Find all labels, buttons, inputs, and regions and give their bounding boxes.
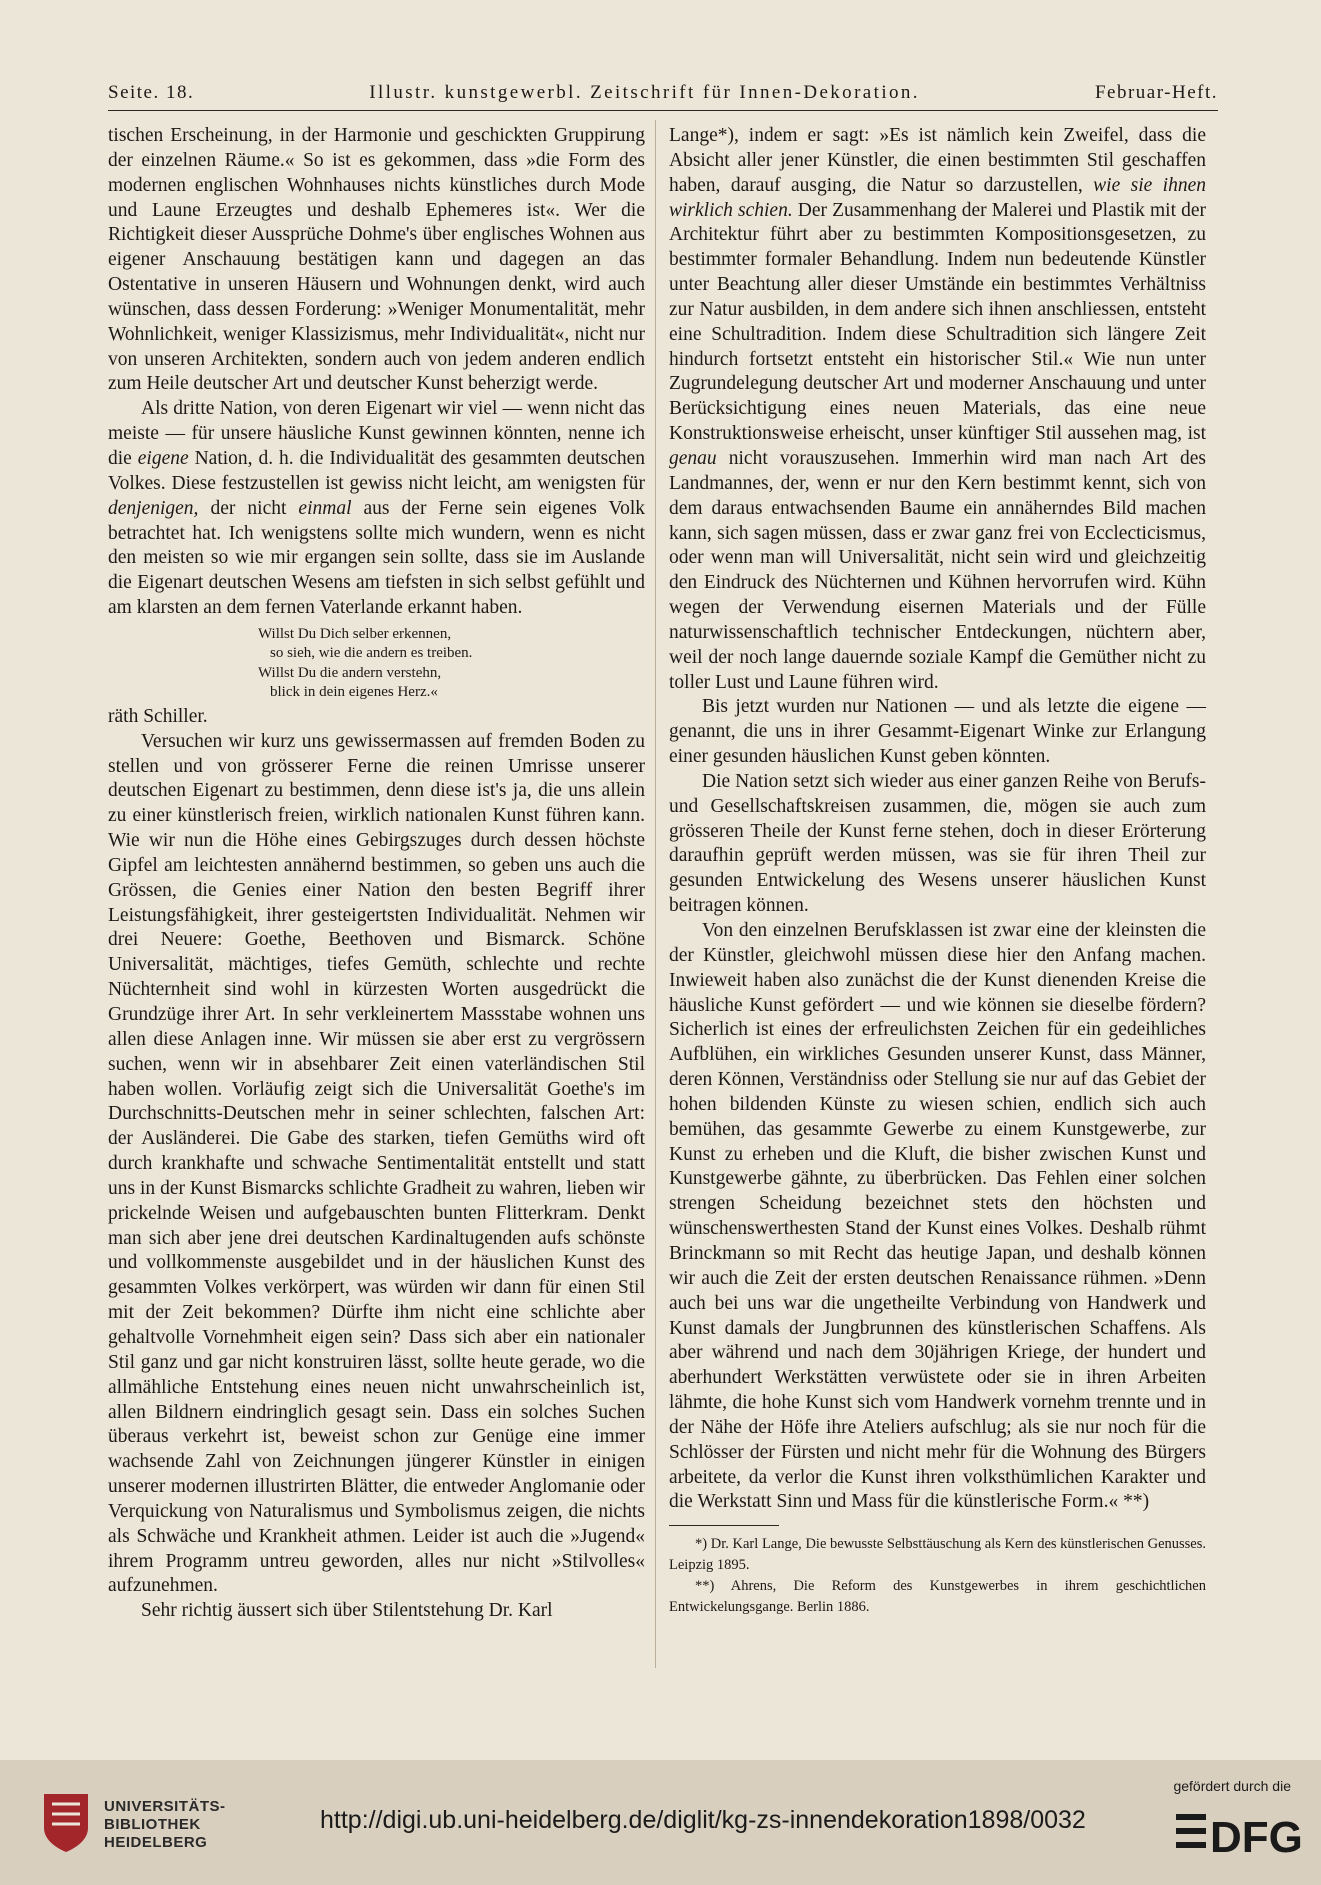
emphasis: eigene	[137, 447, 189, 469]
emphasis: einmal	[298, 497, 352, 519]
university-seal-icon	[40, 1790, 92, 1856]
library-name: UNIVERSITÄTS- BIBLIOTHEK HEIDELBERG	[104, 1798, 226, 1851]
paragraph: Als dritte Nation, von deren Eigenart wir viel — wenn nicht das meiste — für unsere häusliche Kunst gewinnen könnten, nenne ich die eigene Nation, d. h. die Individualität des gesammten deutschen Volkes. Diese festzustellen ist gewiss nicht leicht, am wenigsten für denjenigen, der nicht einmal aus der Ferne sein eigenes Volk betrachtet hat. Ich wenigstens sollte mich wundern, wenn es nicht den meisten so wie mir ergangen sein sollte, dass sie im Auslande die Eigenart deutschen Wesens am tiefsten in sich selbst gefühlt und am klarsten an dem fernen Vaterlande erkannt haben.	[108, 398, 645, 619]
poem-attribution: räth Schiller.	[108, 705, 208, 727]
header-rule	[108, 110, 1218, 111]
poem-quote	[258, 625, 645, 703]
digitization-footer	[0, 1760, 1321, 1885]
poem-line: Willst Du Dich selber erkennen,	[258, 625, 452, 642]
svg-text:DFG: DFG	[1210, 1813, 1303, 1862]
sponsor-block[interactable]	[1173, 1778, 1303, 1865]
emphasis: genau	[669, 447, 717, 469]
dfg-logo-icon	[1176, 1800, 1303, 1862]
paragraph: Von den einzelnen Berufsklassen ist zwar eine der kleinsten die der Künstler, gleichwohl müssen diese hier den Anfang machen. Inwieweit haben also zunächst die der Kunst dienenden Kreise die häusliche Kunst gefördert — und wie können sie dieselbe fördern? Sicherlich ist eines der erfreulichsten Zeichen für ein gedeihliches Aufblühen, ein wirkliches Gesunden unserer Kunst, dass Männer, deren Können, Verständniss oder Stellung sie nur auf das Gebiet der hohen bildenden Künste zu wiesen schien, endlich sich auch bemühen, das gesammte Gewerbe zu einem Kunstgewerbe, zur Kunst zu erheben und die Kluft, die bisher zwischen Kunst und Kunstgewerbe gähnte, zu überbrücken. Das Fehlen einer solchen strengen Scheidung bezeichnet stets den höchsten und wünschenswerthesten Stand der Kunst eines Volkes. Deshalb rühmt Brinckmann so mit Recht das heutige Japan, und deshalb können wir auch die Zeit der ersten deutschen Renaissance rühmen. »Denn auch bei uns war die ungetheilte Verbindung von Handwerk und Kunst damals der Jungbrunnen des künstlerischen Schaffens. Als aber während und nach dem 30jährigen Kriege, der hundert und aberhundert Werkstätten verwüstete oder sie in ihren Arbeiten lähmte, die hohe Kunst sich vom Handwerk vornehm trennte und in der Nähe der Höfe ihre Ateliers aufschlug; als sie nur noch für die Schlösser der Fürsten und nicht mehr für die Wohnung des Bürgers arbeitete, da verlor die Kunst ihren volksthümlichen Karakter und die Werkstatt Sinn und Mass für die künstlerische Form.« **)	[669, 920, 1206, 1513]
poem-line: blick in dein eigenes Herz.«	[270, 684, 438, 701]
library-logo[interactable]	[40, 1790, 226, 1856]
paragraph: Sehr richtig äussert sich über Stilentstehung Dr. Karl	[141, 1600, 553, 1622]
paragraph: Lange*), indem er sagt: »Es ist nämlich kein Zweifel, dass die Absicht aller jener Künstler, die einen bestimmten Stil geschaffen haben, darauf ausging, die Natur so darzustellen, wie sie ihnen wirklich schien. Der Zusammenhang der Malerei und Plastik mit der Architektur führt aber zu bestimmten Kompositionsgesetzen, zu bestimmter formaler Behandlung. Indem nun bedeutende Künstler unter Beachtung aller dieser Umstände ein bestimmtes Verhältniss zur Natur ausbilden, in dem andere sich ihnen anschliessen, entsteht eine Schultradition. Indem diese Schultradition sich längere Zeit hindurch fortsetzt entsteht ein historischer Stil.« Wie nun unter Zugrundelegung deutscher Art und moderner Anschauung und unter Berücksichtigung eines neuen Materials, das eine neue Konstruktionsweise erheischt, unser künftiger Stil aussehen mag, ist genau nicht vorauszusehen. Immerhin wird man nach Art des Landmannes, der, wenn er nur den Kern bestimmt kennt, sich von dem daraus entwachsenden Baume ein annäherndes Bild machen kann, sich sagen müssen, dass er zwar ganz frei von Ecclecticismus, oder wenn man will Universalität, nicht sein wird und gleichzeitig den Eindruck des Nüchternen und Kühnen hervorrufen wird. Kühn wegen der Verwendung eisernen Materials und der Fülle naturwissenschaftlich technischer Entdeckungen, nüchtern aber, weil der noch lange dauernde soziale Kampf die Gemüther nicht zu toller Lust und Laune führen wird.	[669, 125, 1206, 693]
footnote-rule	[669, 1525, 779, 1526]
paragraph: Versuchen wir kurz uns gewissermassen auf fremden Boden zu stellen und von grösserer Ferne die reinen Umrisse unserer deutschen Eigenart zu bestimmen, denn diese ist's ja, die uns allein zu einer künstlerisch freien, wirklich nationalen Kunst führen kann. Wie wir nun die Höhe eines Gebirgszuges durch dessen höchste Gipfel am leichtesten annähernd bestimmen, so geben uns auch die Grössen, die Genies einer Nation den besten Begriff ihrer Leistungsfähigkeit, ihrer gesteigertsten Individualität. Nehmen wir drei Neuere: Goethe, Beethoven und Bismarck. Schöne Universalität, mächtiges, tiefes Gemüth, schlechte und rechte Nüchternheit sind wohl in kürzesten Worten ausgedrückt die Grundzüge ihrer Art. In sehr verkleinertem Massstabe wohnen uns allen diese Anlagen inne. Wir müssen sie aber erst zu vergrössern suchen, wenn wir in absehbarer Zeit einen vaterländischen Stil haben wollen. Vorläufig zeigt sich die Universalität Goethe's im Durchschnitts-Deutschen mehr in seiner schlechten, falschen Art: der Ausländerei. Die Gabe des starken, tiefen Gemüths wird oft durch krankhafte und schwache Sentimentalität entstellt und statt uns in der Kunst Bismarcks schlichte Gradheit zu wahren, lieben wir prickelnde Weisen und aufgebauschten bunten Flitterkram. Denkt man sich aber jene drei deutschen Kardinaltugenden aufs schönste und vollkommenste ausgebildet und in der häuslichen Kunst des gesammten Volkes verkörpert, was würden wir dann für einen Stil mit der Zeit bekommen? Dürfte ihm nicht eine schlichte aber gehaltvolle Vornehmheit eigen sein? Dass sich aber ein nationaler Stil ganz und gar nicht konstruiren lässt, sollte heute gerade, wo die allmähliche Entstehung eines neuen nicht unwahrscheinlich ist, allen Bildnern eindringlich gesagt sein. Dass ein solches Suchen überaus verkehrt ist, beweist schon zur Genüge eine immer wachsende Zahl von Zeichnungen jüngerer Künstler in einigen unserer modernen illustrirten Blätter, die entweder Anglomanie oder Verquickung von Naturalismus und Symbolismus zeigen, die nichts als Schwäche und Krankheit athmen. Leider ist auch die »Jugend« ihrem Programm untreu geworden, alles nur nicht »Stilvolles« aufzunehmen.	[108, 730, 645, 1597]
journal-title: Illustr. kunstgewerbl. Zeitschrift für Innen-Dekoration.	[369, 82, 920, 103]
footnote: **) Ahrens, Die Reform des Kunstgewerbes in ihrem geschichtlichen Entwickelungsgange. Berlin 1886.	[669, 1578, 1206, 1616]
poem-line: Willst Du die andern verstehn,	[258, 664, 442, 681]
footnote: *) Dr. Karl Lange, Die bewusste Selbsttäuschung als Kern des künstlerischen Genusses. Leipzig 1895.	[669, 1536, 1206, 1574]
page-number: Seite. 18.	[108, 82, 195, 103]
right-column	[669, 124, 1206, 1618]
sponsor-caption: gefördert durch die	[1173, 1778, 1291, 1794]
paragraph: tischen Erscheinung, in der Harmonie und geschickten Gruppirung der einzelnen Räume.« So ist es gekommen, dass »die Form des modernen englischen Wohnhauses nichts künstliches durch Mode und Laune Erzeugtes und deshalb Ephemeres ist«. Wer die Richtigkeit dieser Aussprüche Dohme's über englisches Wohnen aus eigener Anschauung bestätigen kann und dagegen an das Ostentative in unseren Häusern und Wohnungen denkt, wird auch wünschen, dass dessen Forderung: »Weniger Monumentalität, mehr Wohnlichkeit, weniger Klassizismus, mehr Individualität«, nicht nur von unseren Architekten, sondern auch von jedem anderen endlich zum Heile deutscher Art und deutscher Kunst beherzigt werde.	[108, 125, 645, 395]
left-column	[108, 124, 645, 1624]
issue-label: Februar-Heft.	[1094, 82, 1218, 103]
emphasis: denjenigen,	[108, 497, 199, 519]
running-head	[108, 82, 1218, 104]
column-separator	[655, 120, 656, 1668]
poem-line: so sieh, wie die andern es treiben.	[270, 645, 473, 662]
emphasis: wie sie ihnen wirklich schien.	[669, 174, 1206, 221]
paragraph: Die Nation setzt sich wieder aus einer ganzen Reihe von Berufs- und Gesellschaftskreisen zusammen, die, mögen sie auch zum grösseren Theile der Kunst ferne stehen, doch in dieser Erörterung daraufhin geprüft werden müssen, was sie für ihren Theil zur gesunden Entwickelung des Wesens unserer häuslichen Kunst beitragen können.	[669, 770, 1206, 917]
paragraph: Bis jetzt wurden nur Nationen — und als letzte die eigene — genannt, die uns in ihrer Gesammt-Eigenart Winke zur Erlangung einer gesunden häuslichen Kunst geben könnten.	[669, 696, 1206, 768]
permalink-url[interactable]: http://digi.ub.uni-heidelberg.de/diglit/kg-zs-innendekoration1898/0032	[320, 1806, 1086, 1834]
